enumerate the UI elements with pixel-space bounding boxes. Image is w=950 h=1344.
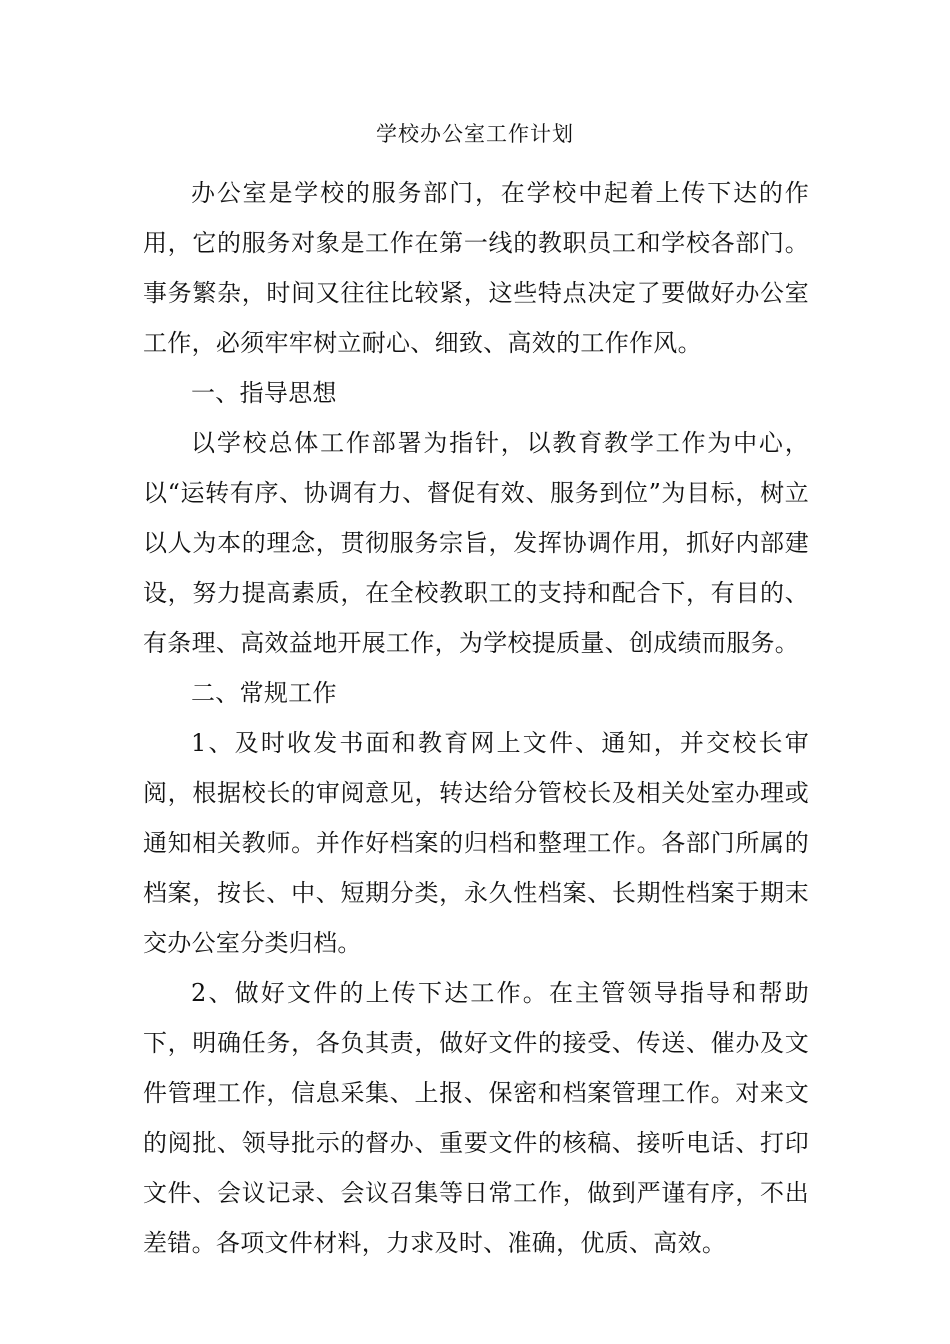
section-heading-guiding-ideology: 一、指导思想 bbox=[191, 379, 337, 407]
routine-work-item-2: 2、做好文件的上传下达工作。在主管领导指导和帮助下，明确任务，各负其责，做好文件的接受、传送、催办及文件管理工作，信息采集、上报、保密和档案管理工作。对来文的阅批、领导批示的督办、重要文件的核稿、接听电话、打印文件、会议记录、会议召集等日常工作，做到严谨有序，不出差错。各项文件材料，力求及时、准确，优质、高效。 bbox=[143, 979, 809, 1257]
document-title: 学校办公室工作计划 bbox=[376, 122, 574, 146]
intro-paragraph: 办公室是学校的服务部门，在学校中起着上传下达的作用，它的服务对象是工作在第一线的教职员工和学校各部门。事务繁杂，时间又往往比较紧，这些特点决定了要做好办公室工作，必须牢牢树立耐心、细致、高效的工作作风。 bbox=[143, 179, 809, 357]
routine-work-item-1: 1、及时收发书面和教育网上文件、通知，并交校长审阅，根据校长的审阅意见，转达给分管校长及相关处室办理或通知相关教师。并作好档案的归档和整理工作。各部门所属的档案，按长、中、短期分类，永久性档案、长期性档案于期末交办公室分类归档。 bbox=[143, 729, 809, 957]
document-body bbox=[143, 168, 809, 1268]
guiding-ideology-paragraph: 以学校总体工作部署为指针，以教育教学工作为中心，以“运转有序、协调有力、督促有效、服务到位”为目标，树立以人为本的理念，贯彻服务宗旨，发挥协调作用，抓好内部建设，努力提高素质，在全校教职工的支持和配合下，有目的、有条理、高效益地开展工作，为学校提质量、创成绩而服务。 bbox=[143, 429, 809, 657]
section-heading-routine-work: 二、常规工作 bbox=[191, 679, 337, 707]
